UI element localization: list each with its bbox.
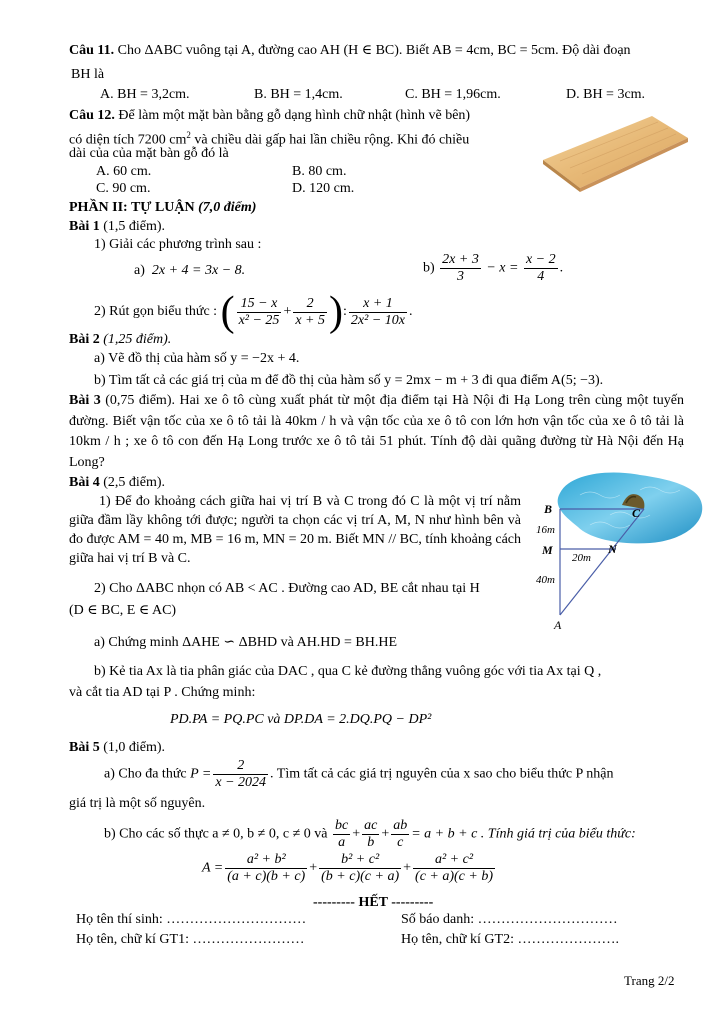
wooden-board-image [540,108,690,194]
bai5-b-frac1 [333,818,350,851]
q11-label: Câu 11. [69,43,115,58]
footer-gt1: Họ tên, chữ kí GT1: …………………… [76,932,305,947]
bai5-b-text1: b) Cho các số thực a ≠ 0, b ≠ 0, c ≠ 0 và [104,826,328,842]
q12-text2a: có diện tích 7200 cm [69,132,187,148]
end-marker: --------- HẾT --------- [313,895,434,910]
bai4-p2a: 2) Cho ΔABC nhọn có AB < AC . Đường cao AD, BE cắt nhau tại H [94,581,480,596]
part2-points: (7,0 điểm) [198,200,257,215]
frac-num: b² + c² [319,852,401,869]
label-am: 40m [536,574,555,586]
bai2-a: a) Vẽ đồ thị của hàm số y = −2x + 4. [94,351,300,366]
lake-figure [530,465,710,635]
q11-option-d: D. BH = 3cm. [566,87,646,102]
q11-line2: BH là [71,67,105,82]
bai5-A-label: A = [202,860,224,876]
bai1-e-frac2 [293,296,327,329]
frac-den: 3 [457,269,464,284]
bai5-a-text1: a) Cho đa thức [104,766,187,782]
bai5-a [104,758,614,791]
bai1-eq-b: b) $\frac{2x + 3}{3}$ − x = $\frac{x - 2}{4}$ . [423,252,564,284]
bai5-heading [69,739,165,757]
frac-den: x² − 25 [238,312,280,328]
bai1-a-eq: 2x + 4 = 3x − 8. [151,263,246,278]
q12-line1 [69,107,470,125]
bai4-points: (2,5 điểm). [103,475,166,490]
bai5-b-frac3 [391,818,409,851]
q11-text: Cho ΔABC vuông tại A, đường cao AH (H ∈ BC). Biết AB = 4cm, BC = 5cm. Độ dài đoạn [117,43,631,58]
frac-den: (c + a)(c + b) [415,869,494,884]
bai4-pb3: PD.PA = PQ.PC và DP.DA = 2.DQ.PQ − DP² [170,712,432,727]
frac-num: a² + b² [225,852,307,869]
bai5-a-text2: . Tìm tất cả các giá trị nguyên của x sao cho biểu thức P nhận [270,766,614,782]
bai1-heading [69,218,165,236]
bai1-b-label: b) [423,260,435,276]
page-number: Trang 2/2 [624,973,675,988]
q11-option-b: B. BH = 1,4cm. [254,87,343,102]
bai1-item2-text: 2) Rút gọn biểu thức : [94,304,218,320]
q11-option-c: C. BH = 1,96cm. [405,87,501,102]
bai1-e-frac1 [237,296,282,329]
q12-text1: Để làm một mặt bàn bằng gỗ dạng hình chữ nhật (hình vẽ bên) [118,108,471,123]
q11-option-a: A. BH = 3,2cm. [100,87,190,102]
bai3-text: (0,75 điểm). Hai xe ô tô cùng xuất phát từ một địa điểm tại Hà Nội đi Hạ Long trên cùng một tuyến đường. Biết vận tốc của xe ô tô tải là 40km / h và vận tốc của xe ô tô con lớn hơn vận tốc của xe ô tô tải là 10km / h ; xe ô tô con đến Hạ Long trước xe ô tô tải 51 phút. Tính độ dài quãng đường từ Hà Nội đến Hạ Long? [69,393,684,470]
label-m: M [542,543,553,557]
bai5-a3: giá trị là một số nguyên. [69,796,206,811]
footer-candidate-name: Họ tên thí sinh: ………………………… [76,912,307,927]
frac-den: x + 5 [295,312,326,328]
bai1-a-label: a) [134,263,145,278]
bai4-label: Bài 4 [69,475,100,490]
frac-den: 4 [537,269,545,284]
bai5-A-frac3 [413,852,495,885]
bai1-eq-a [134,262,245,280]
label-b: B [544,502,553,516]
label-mb: 16m [536,524,555,536]
label-n: N [608,542,617,556]
frac-num: 15 − x [237,296,282,313]
label-a: A [554,618,562,632]
footer-candidate-number: Số báo danh: ………………………… [401,912,618,927]
bai1-b-frac2 [524,252,558,285]
bai5-label: Bài 5 [69,740,100,755]
bai5-expression-a: A = $\frac{\text{a² + b²}}{(a + c)(b + c)}$ + $\frac{\text{b² + c²}}{(b + c)(c + a)}$ + $\frac{\text{a² + c²}}{(c + a)(c + b)}$ [202,852,494,884]
q12-option-a: A. 60 cm. [96,164,152,179]
frac-num: x + 1 [349,296,407,313]
part2-title: PHẦN II: TỰ LUẬN [69,200,195,215]
frac-num: a² + c² [413,852,495,869]
bai2-b: b) Tìm tất cả các giá trị của m để đồ thị của hàm số y = 2mx − m + 3 đi qua điểm A(5; −3). [94,373,604,388]
q12-option-d: D. 120 cm. [292,181,355,196]
bai5-b-text2: = a + b + c . Tính giá trị của biểu thức: [411,826,636,842]
bai1-e-frac3 [349,296,407,329]
frac-num: 2 [213,758,268,775]
q12-option-b: B. 80 cm. [292,164,347,179]
bai2-label: Bài 2 [69,332,100,347]
frac-den: 2x² − 10x [350,312,405,328]
bai5-a-p: P = [190,766,212,782]
bai4-p2b: (D ∈ BC, E ∈ AC) [69,603,177,618]
frac-den: a [338,835,346,850]
label-c: C [632,506,641,520]
bai1-b-frac1 [440,252,481,285]
frac-den: b [367,835,375,850]
bai4-pb1: b) Kẻ tia Ax là tia phân giác của DAC , qua C kẻ đường thẳng vuông góc với tia Ax tại Q , [94,664,602,679]
bai2-heading [69,331,171,349]
bai1-item2: 2) Rút gọn biểu thức : ( $\frac{15 - x}{\text{x² − 25}}$ + $\frac{2}{x + 5}$ ): $\frac{x + 1}{\text{2x² − 10x}}$ . [94,289,413,335]
q12-text2b: và chiều dài gấp hai lần chiều rộng. Khi đó chiều [190,132,470,148]
bai1-label: Bài 1 [69,219,100,234]
bai3-label: Bài 3 [69,393,101,408]
bai4-heading [69,474,165,492]
bai4-pb2: và cắt tia AD tại P . Chứng minh: [69,685,256,700]
frac-num: 2 [293,296,327,313]
bai5-b: b) Cho các số thực a ≠ 0, b ≠ 0, c ≠ 0 và $\frac{bc}{a}$ + $\frac{ac}{b}$ + $\frac{ab}{c}$ = a + b + c . Tính giá trị của biểu thức: [104,818,636,850]
bai1-b-mid: − x = [486,260,519,276]
bai4-pa: a) Chứng minh ΔAHE ∽ ΔBHD và AH.HD = BH.HE [94,635,398,650]
bai1-points: (1,5 điểm). [103,219,166,234]
bai5-points: (1,0 điểm). [103,740,166,755]
frac-num: 2x + 3 [442,252,479,267]
bai1-item1: 1) Giải các phương trình sau : [94,237,262,252]
bai5-A-frac2 [319,852,401,885]
q12-option-c: C. 90 cm. [96,181,151,196]
q12-line3: dài của của mặt bàn gỗ đó là [69,146,229,161]
q12-label: Câu 12. [69,108,115,123]
bai5-b-frac2 [362,818,379,851]
label-mn: 20m [572,552,591,564]
footer-gt2: Họ tên, chữ kí GT2: …………………. [401,932,619,947]
bai4-p1: 1) Để đo khoảng cách giữa hai vị trí B và C trong đó C là một vị trí nằm giữa đầm lầy không tới được; người ta chọn các vị trí A, M, N như hình bên và đo được AM = 40 m, MB = 16 m, MN = 20 m. Biết MN // BC, tính khoảng cách giữa hai vị trí B và C. [69,494,521,566]
frac-den: (a + c)(b + c) [227,869,306,884]
part2-heading [69,199,256,217]
frac-den: (b + c)(c + a) [321,869,400,884]
q11-line1 [69,42,631,60]
frac-num: ac [364,818,378,833]
frac-den: c [397,835,404,850]
bai5-A-frac1 [225,852,307,885]
frac-num: x − 2 [525,252,556,267]
bai5-a-frac [213,758,268,791]
frac-den: x − 2024 [215,775,267,790]
frac-num: bc [334,818,349,833]
q12-sup: 2 [186,130,191,140]
bai2-points: (1,25 điểm). [103,332,172,347]
frac-num: ab [393,818,408,833]
bai3-paragraph [69,391,684,473]
